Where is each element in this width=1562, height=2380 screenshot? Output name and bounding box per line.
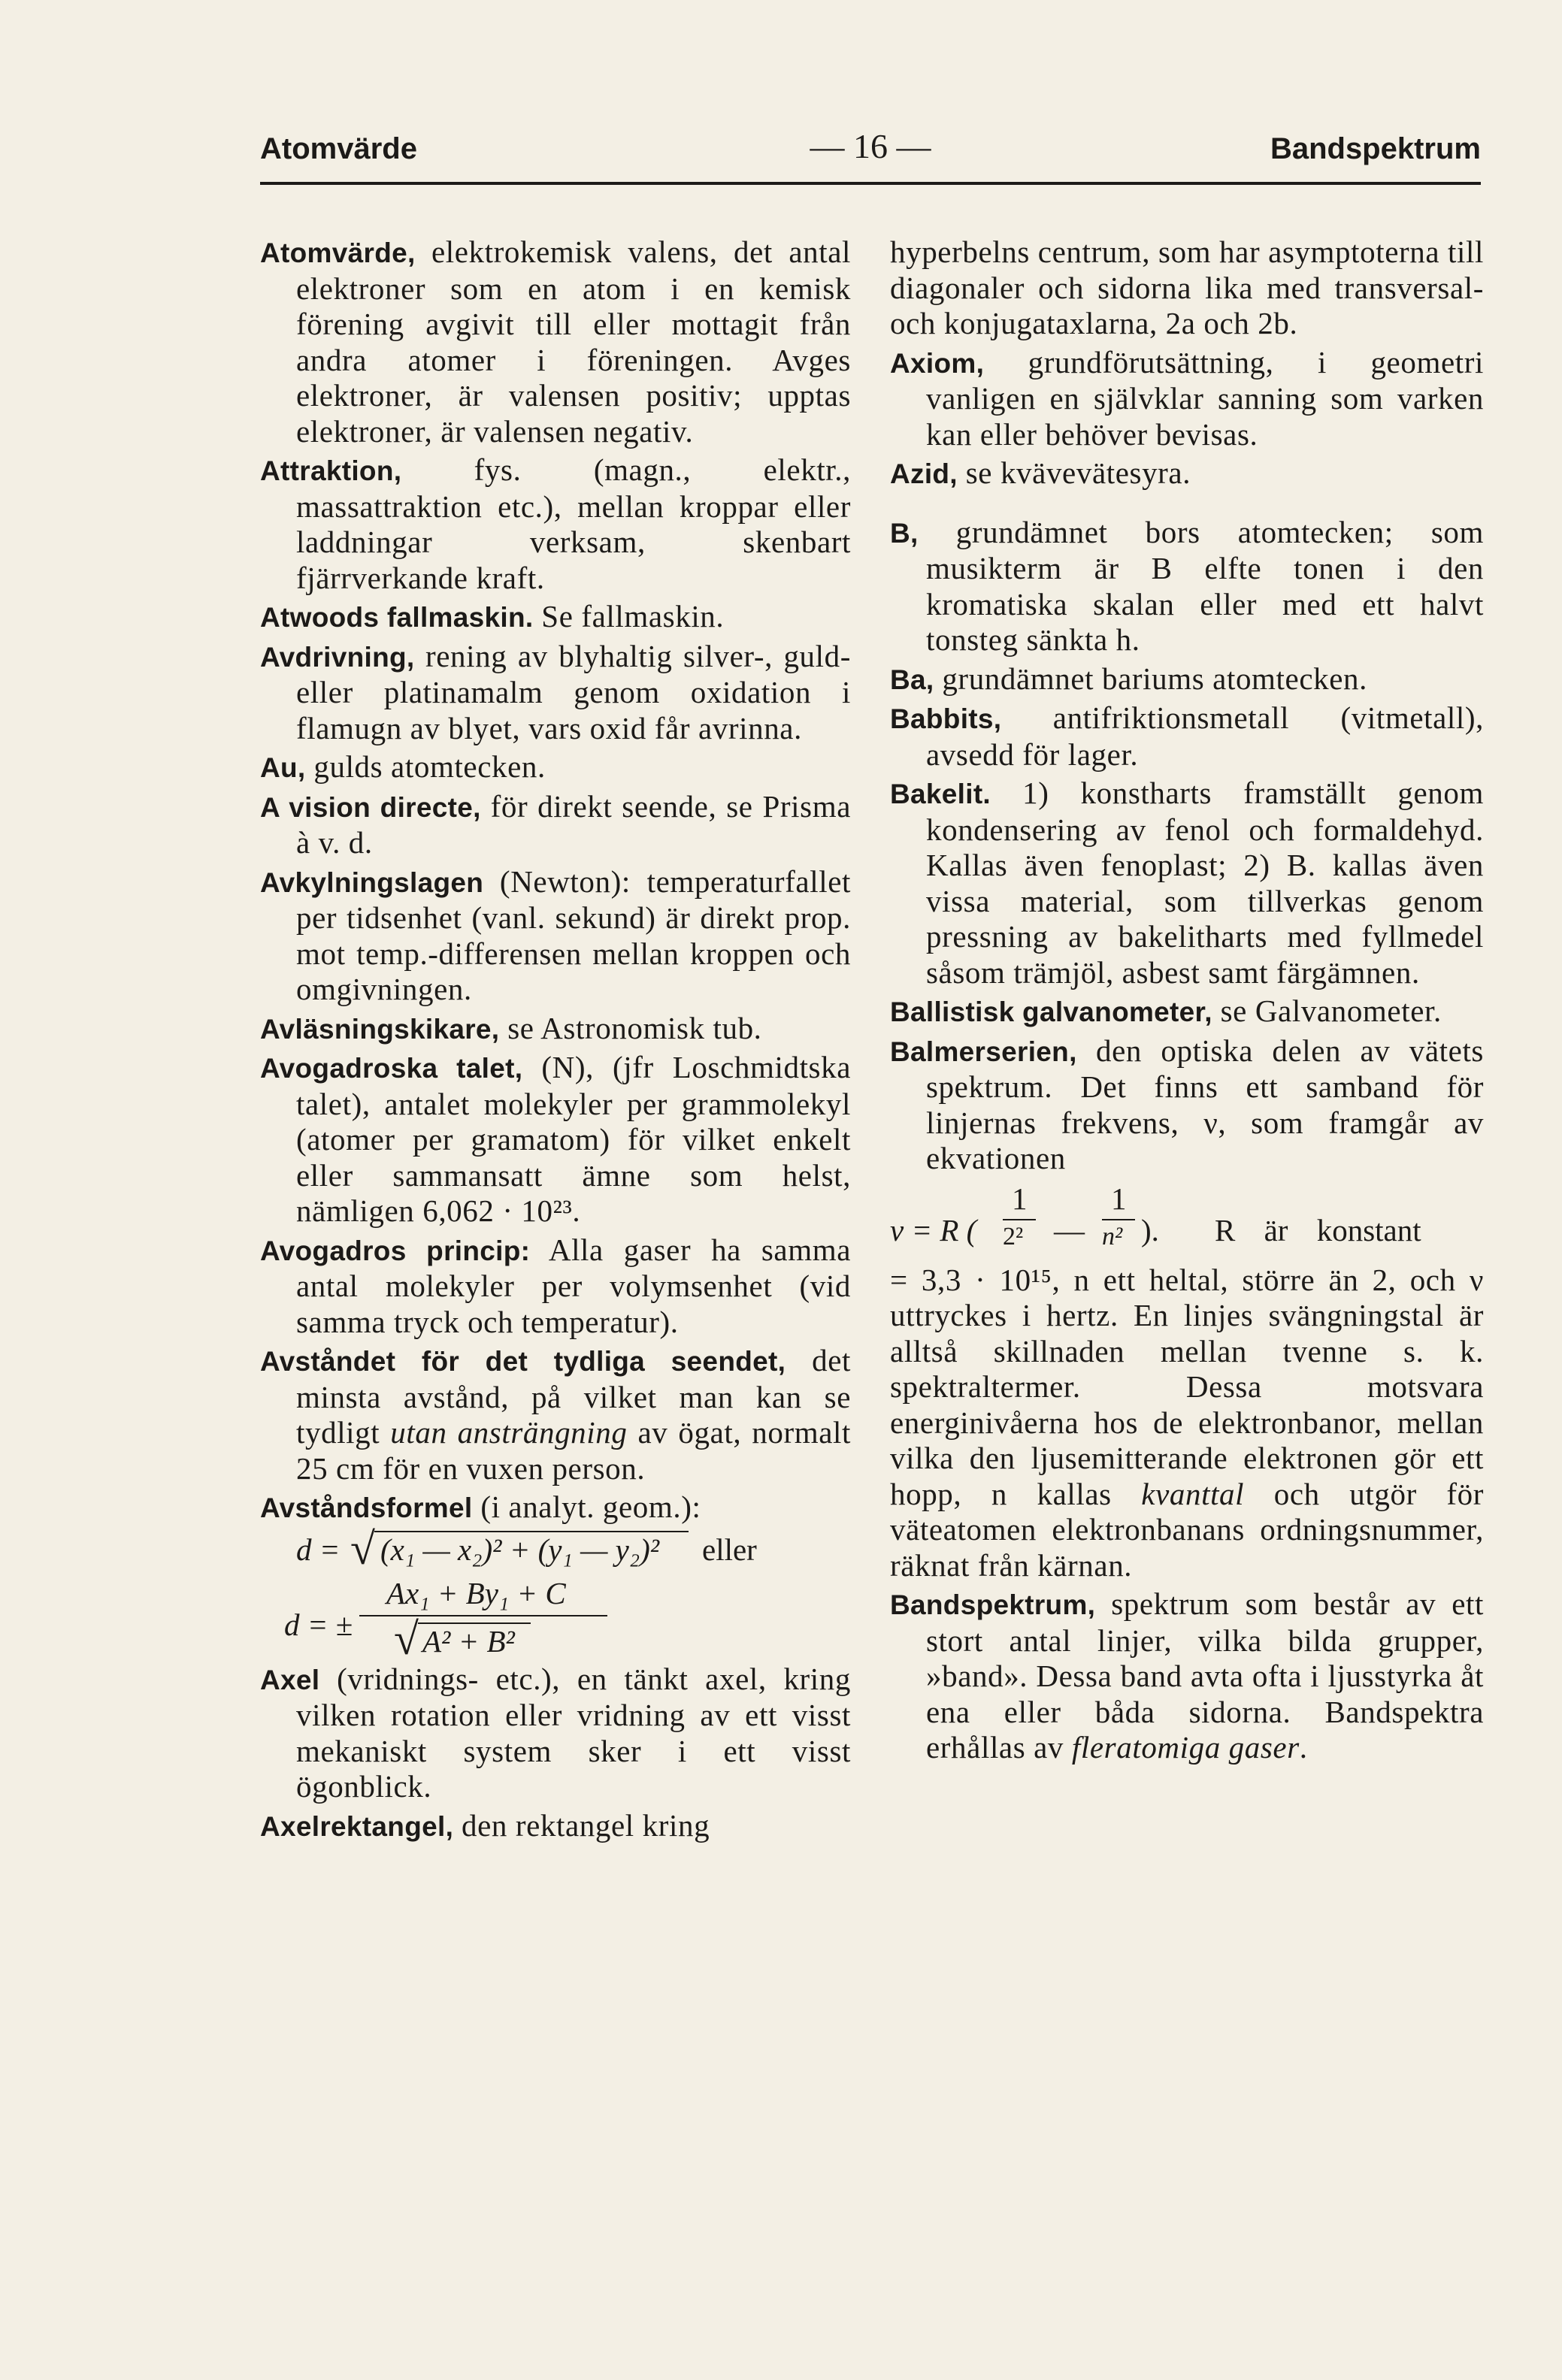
entry-headword: Atwoods fallmaskin. — [260, 602, 534, 633]
entry-definition-cont: och utgör för väteatomen elektronbanans ordningsnummer, räknat från kärnan. — [890, 1476, 1484, 1583]
balmer-den2: n² — [1102, 1222, 1123, 1250]
entry-definition: Se fallmaskin. — [533, 599, 725, 634]
entry-definition-cont: . — [1299, 1730, 1308, 1765]
dictionary-entry — [260, 1662, 851, 1805]
left-column — [260, 234, 851, 1847]
entry-definition: (N), (jfr Loschmidtska talet), antalet molekyler per grammolekyl (atomer per gramatom) för vilket enkelt eller sammansatt ämne som helst, nämligen 6,062 · 10²³. — [296, 1050, 852, 1228]
header-left-term: Atomvärde — [260, 132, 417, 165]
entry-definition: den rektangel kring — [453, 1807, 710, 1843]
header-rule — [260, 182, 1481, 185]
entry-headword: Avogadroska talet, — [260, 1053, 523, 1084]
dictionary-entry — [260, 1343, 851, 1486]
entry-definition: spektrum som består av ett stort antal linjer, vilka bilda grupper, »band». Dessa band avta ofta i ljusstyrka åt ena eller båda sidorna. Bandspektra erhållas av — [926, 1586, 1484, 1765]
balmer-num1: 1 — [1012, 1181, 1028, 1216]
dictionary-entry — [260, 749, 851, 786]
balmer-num2: 1 — [1111, 1181, 1127, 1216]
entry-headword: B, — [890, 517, 919, 549]
entry-headword: Au, — [260, 752, 306, 783]
formula-sqrt-body: (x₁ — x₂)² + (y₁ — y₂)² — [380, 1532, 660, 1567]
dictionary-entry — [890, 1033, 1484, 1177]
dictionary-entry — [890, 1263, 1484, 1584]
balmer-close: ). — [1141, 1212, 1159, 1247]
dictionary-entry — [260, 599, 851, 636]
balmer-den1: 2² — [1003, 1222, 1024, 1250]
dictionary-entry — [260, 452, 851, 596]
entry-headword: Babbits, — [890, 703, 1002, 734]
entry-definition: fys. (magn., elektr., massattraktion etc.), mellan kroppar eller laddningar verksam, skenbart fjärrverkande kraft. — [296, 452, 851, 595]
dictionary-entry — [890, 776, 1484, 990]
entry-definition: gulds atomtecken. — [305, 749, 546, 784]
dictionary-entry — [260, 864, 851, 1008]
balmer-lhs: ν = R ( — [890, 1212, 977, 1247]
entry-definition: antifriktionsmetall (vitmetall), avsedd för lager. — [926, 700, 1484, 772]
dictionary-entry — [890, 700, 1484, 773]
dictionary-entry — [890, 234, 1484, 342]
entry-definition: grundförutsättning, i geometri vanligen en självklar sanning som varken kan eller behöver bevisas. — [926, 344, 1484, 452]
page-number: — 16 — — [810, 127, 931, 165]
entry-headword: Axel — [260, 1664, 320, 1695]
entry-definition: för direkt seende, se Prisma à v. d. — [296, 788, 851, 860]
dictionary-entry — [260, 1232, 851, 1341]
dictionary-entry — [890, 993, 1484, 1030]
entry-definition: (vridnings- etc.), en tänkt axel, kring vilken rotation eller vridning av ett visst mekaniskt system sker i ett visst ögonblick. — [296, 1661, 851, 1804]
entry-definition: 1) konstharts framställt genom kondensering av fenol och formaldehyd. Kallas även fenoplast; 2) B. kallas även vissa material, som tillverkas genom pressning av bakelitharts med fyllmedel såsom trämjöl, asbest samt färgämnen. — [926, 776, 1484, 990]
distance-formula — [260, 1523, 851, 1664]
sqrt-icon: √ — [394, 1613, 419, 1664]
right-column — [890, 234, 1484, 1769]
entry-definition: den optiska delen av vätets spektrum. Det finns ett samband för linjernas frekvens, ν, som framgår av ekvationen — [926, 1033, 1484, 1175]
entry-headword: Avståndsformel — [260, 1492, 473, 1523]
entry-headword: Axelrektangel, — [260, 1810, 454, 1842]
entry-definition: elektrokemisk valens, det antal elektroner som en atom i en kemisk förening avgivit till eller mottagit från andra atomer i föreningen. Avges elektroner, är valensen positiv; upptas elektroner, är valensen negativ. — [296, 234, 851, 449]
balmer-minus: — — [1054, 1212, 1085, 1247]
running-head — [260, 126, 1481, 171]
entry-headword: A vision directe, — [260, 791, 481, 823]
entry-headword: Bandspektrum, — [890, 1589, 1096, 1620]
entry-headword: Azid, — [890, 458, 958, 489]
entry-definition: rening av blyhaltig silver-, guld- eller platinamalm genom oxidation i flamugn av blyet, vars oxid får avrinna. — [296, 638, 851, 745]
entry-headword: Avkylningslagen — [260, 866, 484, 898]
entry-definition: hyperbelns centrum, som har asymptoterna till diagonaler och sidorna lika med transversal- och konjugataxlarna, 2a och 2b. — [890, 234, 1484, 340]
entry-definition: (Newton): temperaturfallet per tidsenhet (vanl. sekund) är direkt prop. mot temp.-differensen mellan kroppen och omgivningen. — [296, 863, 851, 1006]
entry-definition: se Galvanometer. — [1212, 993, 1442, 1028]
formula-eller: eller — [702, 1532, 757, 1567]
entry-italic-text: utan ansträngning — [390, 1415, 628, 1450]
entry-definition: (i analyt. geom.): — [472, 1489, 701, 1524]
entry-definition: det minsta avstånd, på vilket man kan se tydligt — [296, 1343, 851, 1450]
balmer-formula — [890, 1180, 1484, 1263]
entry-headword: Avogadros princip: — [260, 1235, 531, 1266]
dictionary-entry — [260, 234, 851, 449]
balmer-tail: R är konstant — [1215, 1212, 1421, 1247]
entry-headword: Atomvärde, — [260, 237, 416, 268]
entry-italic-text: fleratomiga gaser — [1071, 1730, 1300, 1765]
dictionary-entry — [890, 455, 1484, 492]
entry-definition: grundämnet bors atomtecken; som musikterm är B elfte tonen i den kromatiska skalan eller med ett halvt tonsteg sänkta h. — [918, 514, 1484, 657]
dictionary-entry — [890, 661, 1484, 698]
entry-headword: Balmerserien, — [890, 1036, 1077, 1067]
dictionary-entry — [260, 1050, 851, 1229]
entry-definition: se Astronomisk tub. — [499, 1010, 762, 1045]
formula-denominator: A² + B² — [422, 1623, 515, 1659]
entry-headword: Avdrivning, — [260, 641, 415, 673]
dictionary-entry — [260, 789, 851, 861]
entry-definition: grundämnet bariums atomtecken. — [934, 661, 1367, 696]
dictionary-entry — [260, 1011, 851, 1048]
entry-definition: Alla gaser ha samma antal molekyler per volymsenhet (vid samma tryck och temperatur). — [296, 1232, 851, 1339]
entry-headword: Attraktion, — [260, 455, 402, 486]
entry-headword: Avståndet för det tydliga seendet, — [260, 1346, 786, 1377]
entry-headword: Avläsningskikare, — [260, 1013, 500, 1045]
formula-numerator: Ax₁ + By₁ + C — [386, 1575, 566, 1610]
dictionary-entry — [890, 1586, 1484, 1766]
formula-d-lhs: d = — [296, 1532, 341, 1567]
dictionary-entry — [260, 1808, 851, 1845]
dictionary-entry — [260, 1489, 851, 1526]
entry-headword: Ballistisk galvanometer, — [890, 996, 1212, 1027]
entry-definition: se kvävevätesyra. — [957, 455, 1191, 490]
dictionary-entry — [260, 639, 851, 747]
entry-headword: Bakelit. — [890, 779, 991, 809]
entry-definition: = 3,3 · 10¹⁵, n ett heltal, större än 2, och ν uttryckes i hertz. En linjes svängningstal är alltså skillnaden mellan tvenne s. k. spektraltermer. Dessa motsvara energinivåerna hos de elektronbanor, mellan vilka den ljusemitterande elektronen gör ett hopp, n kallas — [890, 1262, 1484, 1511]
header-right-term: Bandspektrum — [1270, 132, 1481, 165]
entry-definition-cont: av ögat, normalt 25 cm för en vuxen person. — [296, 1415, 851, 1486]
entry-headword: Axiom, — [890, 347, 985, 379]
dictionary-entry — [890, 345, 1484, 453]
sqrt-icon: √ — [350, 1523, 375, 1574]
dictionary-entry — [890, 515, 1484, 658]
entry-italic-text: kvanttal — [1141, 1476, 1245, 1511]
entry-headword: Ba, — [890, 664, 934, 695]
formula-d-pm: d = ± — [284, 1607, 353, 1642]
